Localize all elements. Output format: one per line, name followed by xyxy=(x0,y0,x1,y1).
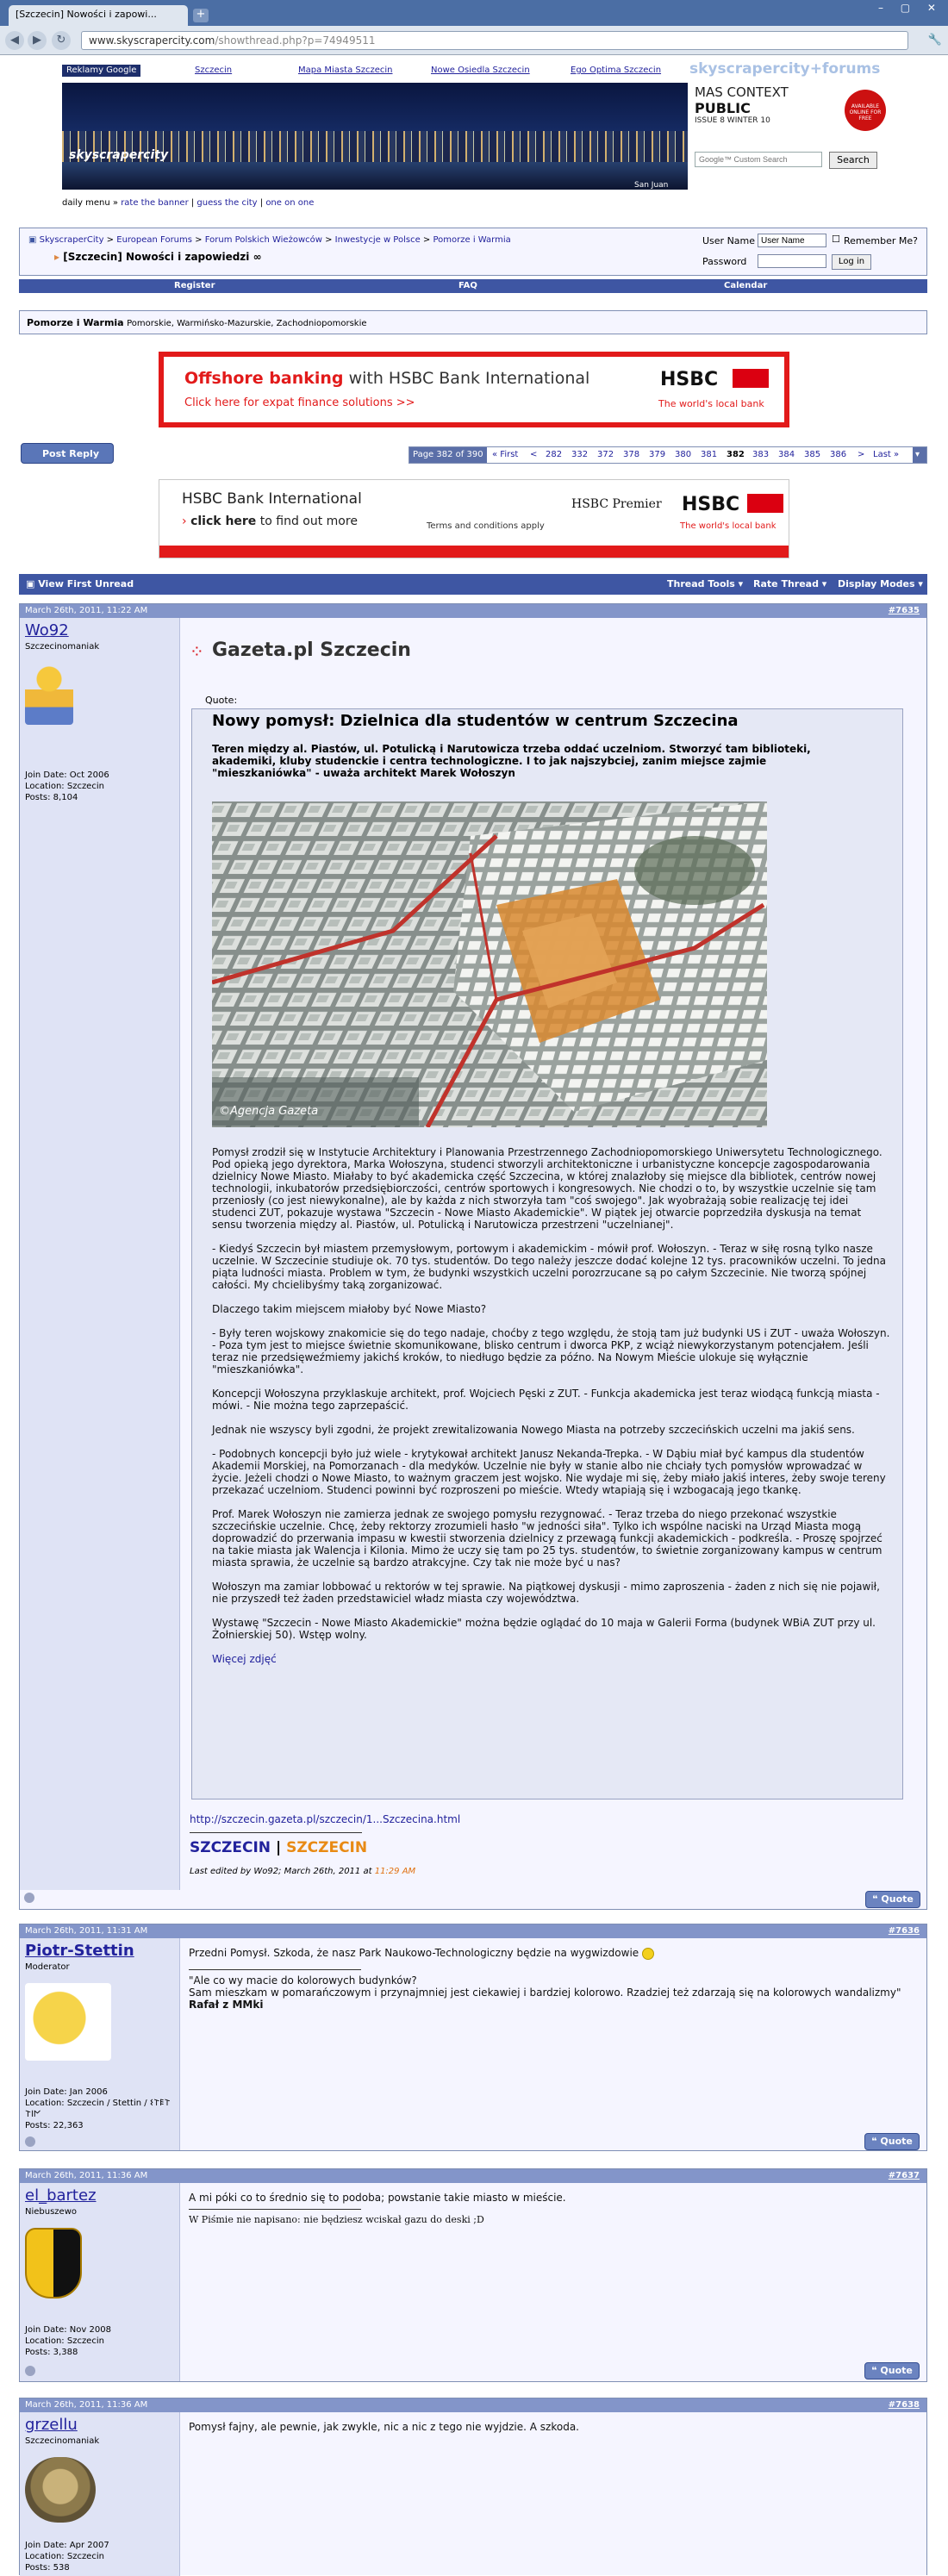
login-button[interactable]: Log in xyxy=(832,254,871,270)
avatar[interactable] xyxy=(25,666,73,725)
thread-tools-bar xyxy=(19,574,927,595)
join-date: Join Date: Apr 2007 xyxy=(25,2541,109,2550)
join-date: Join Date: Jan 2006 xyxy=(25,2087,108,2097)
folder-icon: ▸ xyxy=(54,251,60,263)
user-sidebar xyxy=(20,2412,180,2576)
signature-link-b[interactable]: SZCZECIN xyxy=(286,1839,368,1856)
banner-location: San Juan xyxy=(634,181,669,190)
article-paragraph: Wołoszyn ma zamiar lobbować u rektorów w tej sprawie. Na piątkowej dyskusji - mimo zaproszenia - żaden z nich się nie pojawił, nie przyszedł też żaden przedstawiciel władz miasta czy województwa. xyxy=(212,1581,880,1605)
photo-credit: ©Agencja Gazeta xyxy=(219,1105,319,1118)
ad2-cta-bold: click here xyxy=(190,515,257,528)
post-header xyxy=(20,2398,926,2412)
search-button[interactable]: Search xyxy=(829,152,877,169)
breadcrumb-item[interactable]: Inwestycje w Polsce xyxy=(334,235,421,245)
article-paragraph: Pomysł zrodził się w Instytucie Architektury i Planowania Przestrzennego Zachodniopomorskiego Uniwersytetu Technologicznego. Pod opieką jego dyrektora, Marka Wołoszyna, studenci stworzyli architektoniczne i urbanistyczne koncepcje zagospodarowania dzielnicy Nowe Miasto. Miałaby to być akademicka część Szczecina, w której znalazłoby się miejsce dla bibliotek, centrów nowej technologii, inkubatorów przedsiębiorczości, centrów sportowych i kongresowych. Nie chodzi o to, by wszystkie uczelnie się tam przeniosły (co jest niewykonalne), ale by każda z nich stworzyła tam "coś swojego". Jak wyobrażają sobie realizację tej idei studenci ZUT, pokazuje wystawa "Szczecin - Nowe Miasto Akademickie". W piątek jej otwarcie poprzedziła dyskusja na temat sensu tworzenia między al. Piastów, ul. Potulicką i Narutowicza przestrzeni "uczelnianej". xyxy=(212,1146,883,1231)
article-lead: Teren między al. Piastów, ul. Potulicką i Narutowicza trzeba oddać uczelniom. Stworzyć tam biblioteki, akademiki, kluby studenckie i centra technologiczne. I to jak najszybciej, zanim miejsce zajmie "mieszkaniówka" - uważa architekt Marek Wołoszyn xyxy=(212,743,811,779)
wrench-icon[interactable]: 🔧 xyxy=(927,34,943,47)
breadcrumb-item[interactable]: Forum Polskich Wieżowców xyxy=(204,235,322,245)
username[interactable]: Piotr-Stettin xyxy=(25,1942,134,1960)
browser-chrome xyxy=(0,0,948,55)
ad-brand: HSBC xyxy=(660,369,719,390)
forum-name[interactable]: Pomorze i Warmia xyxy=(27,317,124,328)
page-jump-icon[interactable]: ▾ xyxy=(913,447,926,463)
post-reply-label: Post Reply xyxy=(42,448,99,459)
nav-link-map[interactable]: Mapa Miasta Szczecin xyxy=(298,65,393,75)
post-date: March 26th, 2011, 11:22 AM xyxy=(25,606,148,615)
thread-title xyxy=(54,251,262,263)
post-number[interactable]: #7636 xyxy=(888,1926,920,1936)
signature: W Piśmie nie napisano: nie będziesz wciskał gazu do deski ;D xyxy=(189,2214,484,2225)
forward-icon[interactable]: ▶ xyxy=(28,31,47,50)
signature xyxy=(189,1974,913,2011)
back-icon[interactable]: ◀ xyxy=(5,31,24,50)
join-date: Join Date: Oct 2006 xyxy=(25,770,109,780)
address-bar[interactable] xyxy=(81,31,908,50)
join-date: Join Date: Nov 2008 xyxy=(25,2325,111,2335)
ad2-brand: HSBC xyxy=(682,494,740,515)
hsbc-international-ad[interactable] xyxy=(159,479,789,558)
thread-tools-label: Thread Tools xyxy=(667,578,735,589)
faq-link[interactable]: FAQ xyxy=(458,281,477,290)
ad2-premier: HSBC Premier xyxy=(571,497,662,511)
user-sidebar xyxy=(20,1938,180,2150)
window-controls[interactable]: – ▢ ✕ xyxy=(877,2,943,14)
rate-banner-link[interactable]: rate the banner xyxy=(121,198,189,208)
daily-menu-label: daily menu » xyxy=(62,198,118,208)
forum-regions: Pomorskie, Warmińsko-Mazurskie, Zachodniopomorskie xyxy=(127,319,367,328)
ad-slogan: The world's local bank xyxy=(658,398,764,409)
page-link[interactable]: 381 xyxy=(701,450,718,459)
post-header xyxy=(20,2169,926,2183)
gazeta-dots-icon: ⁘ xyxy=(190,641,204,662)
hsbc-offshore-ad[interactable] xyxy=(159,352,789,427)
post-7637 xyxy=(19,2168,927,2382)
source-link[interactable]: http://szczecin.gazeta.pl/szczecin/1...Szczecina.html xyxy=(190,1813,461,1825)
page-next[interactable]: > xyxy=(858,450,865,459)
hsbc-hexagon-logo xyxy=(747,494,783,513)
view-first-unread-label: View First Unread xyxy=(38,578,134,589)
register-link[interactable]: Register xyxy=(174,281,215,290)
username-input[interactable] xyxy=(758,234,826,247)
quote-button[interactable]: ❝ Quote xyxy=(865,1891,920,1908)
post-header xyxy=(20,1924,926,1938)
user-location: Location: Szczecin xyxy=(25,2552,104,2561)
post-7638 xyxy=(19,2398,927,2575)
breadcrumb-item[interactable]: SkyscraperCity xyxy=(39,235,104,245)
url-host: www.skyscrapercity.com xyxy=(89,34,215,47)
gazeta-logo xyxy=(190,639,465,664)
page-link[interactable]: 379 xyxy=(649,450,666,459)
username[interactable]: el_bartez xyxy=(25,2186,97,2205)
page-link[interactable]: 383 xyxy=(752,450,770,459)
ad2-cta-rest: to find out more xyxy=(256,515,358,528)
post-count: Posts: 538 xyxy=(25,2563,70,2573)
forum-home-icon[interactable]: ▣ xyxy=(28,235,37,245)
article-paragraph: - Kiedyś Szczecin był miastem przemysłowym, portowym i akademickim - mówił prof. Wołoszyn. - Teraz w siłę rosną tylko nasze uczelnie. W Szczecinie studiuje ok. 70 tys. studentów. Do tego należy jeszcze dodać kolejne 12 tys. pracowników uczelni. To jedna piąta ludności miasta. Problem w tym, że budynki wszystkich uczelni porozrzucane są po całym Szczecinie. Nie tworzą spójnej całości. My chcielibyśmy taką zorganizować. xyxy=(212,1243,886,1291)
pagination xyxy=(409,446,927,464)
edited-note xyxy=(190,1867,415,1876)
view-first-unread-link[interactable]: ▣ View First Unread xyxy=(26,578,134,589)
mag-title-1: MAS CONTEXT xyxy=(695,84,789,100)
quote-label: Quote: xyxy=(205,695,238,706)
chevron-right-icon: › xyxy=(182,515,187,528)
offline-status-icon xyxy=(24,1893,34,1903)
page-link[interactable]: 378 xyxy=(623,450,640,459)
article-headline: Nowy pomysł: Dzielnica dla studentów w centrum Szczecina xyxy=(212,712,739,730)
offline-status-icon xyxy=(25,2366,35,2376)
post-header xyxy=(20,604,926,618)
post-date: March 26th, 2011, 11:36 AM xyxy=(25,2171,148,2180)
page-last[interactable]: Last » xyxy=(873,450,900,459)
page-first[interactable]: « First xyxy=(492,450,519,459)
guess-city-link[interactable]: guess the city xyxy=(196,198,258,208)
user-sidebar xyxy=(20,2183,180,2381)
avatar[interactable] xyxy=(25,2228,82,2298)
hsbc-hexagon-logo xyxy=(733,369,769,388)
more-photos-link[interactable]: Więcej zdjęć xyxy=(212,1653,277,1665)
post-count: Posts: 3,388 xyxy=(25,2348,78,2357)
rate-thread-label: Rate Thread xyxy=(753,578,819,589)
nav-link-new-estates[interactable]: Nowe Osiedla Szczecin xyxy=(431,65,530,75)
post-text: Pomysł fajny, ale pewnie, jak zwykle, nic a nic z tego nie wyjdzie. A szkoda. xyxy=(189,2421,579,2433)
available-online-badge: AVAILABLE ONLINE FOR FREE xyxy=(845,90,886,131)
article-paragraph: Prof. Marek Wołoszyn nie zamierza jednak ze swojego pomysłu rezygnować. - Teraz trzeba do niego przekonać wszystkie szczecińskie uczelnie. Chcę, żeby rektorzy zrozumieli hasło "w jedności siła". Tylko ich wspólne naciski na Urząd Miasta mogą doprowadzić do przerwania impasu w kwestii stworzenia dzielnicy z przewagą funkcji akademickich - podkreśla. - Proszę spojrzeć na takie miasta jak Walencja i Kilonia. Mimo że uczy się tam po 25 tys. studentów, to świetnie zorganizowany kampus w centrum miasta sprawia, że uczelnie są bardzo atrakcyjne. Czy tak nie może być u nas? xyxy=(212,1508,883,1569)
mas-context-ad[interactable] xyxy=(695,84,824,125)
ad-subline: Click here for expat finance solutions >> xyxy=(184,396,415,409)
user-location: Location: Szczecin xyxy=(25,2336,104,2346)
ad-headline-rest: with HSBC Bank International xyxy=(343,369,590,388)
signature-link-a[interactable]: SZCZECIN xyxy=(190,1839,271,1856)
breadcrumb-item[interactable]: European Forums xyxy=(116,235,192,245)
thread-tools-menu[interactable]: Thread Tools ▾ xyxy=(667,578,744,589)
username[interactable]: grzellu xyxy=(25,2416,78,2434)
browser-tab[interactable] xyxy=(9,5,188,26)
post-date: March 26th, 2011, 11:36 AM xyxy=(25,2400,148,2410)
ad2-title: HSBC Bank International xyxy=(182,490,362,508)
ad2-red-strip xyxy=(159,546,789,558)
signature-author: Rafał z MMki xyxy=(189,1999,264,2011)
username[interactable]: Wo92 xyxy=(25,621,69,639)
harbor-water xyxy=(62,162,688,190)
breadcrumb-box xyxy=(19,228,927,276)
ad2-terms: Terms and conditions apply xyxy=(427,521,545,531)
quote-button[interactable]: ❝ Quote xyxy=(864,2133,920,2150)
signature-line: Sam mieszkam w pomarańczowym i przynajmniej jest ciekawiej i bardziej kolorowo. Rzadziej też zdarzają się na kolorowych wandalizmy" xyxy=(189,1987,901,1999)
forum-navbar xyxy=(19,279,927,293)
post-date: March 26th, 2011, 11:31 AM xyxy=(25,1926,148,1936)
breadcrumb: ▣ SkyscraperCity > European Forums > Forum Polskich Wieżowców > Inwestycje w Polsce > Pomorze i Warmia xyxy=(28,235,511,245)
post-7636 xyxy=(19,1924,927,2151)
banner-logo: skyscrapercity xyxy=(69,148,169,162)
site-banner-photo[interactable] xyxy=(62,83,688,190)
remember-checkbox[interactable]: ☐ xyxy=(832,234,840,245)
signature-divider xyxy=(190,1832,362,1833)
edited-prefix: Last edited by Wo92; March 26th, 2011 at xyxy=(190,1867,372,1876)
user-location: Location: Szczecin xyxy=(25,782,104,791)
user-location: Location: Szczecin / Stettin / 𐌔𐌕𐌄𐌕 𐌕𐌉𐌍 xyxy=(25,2099,171,2119)
campus-model-photo[interactable] xyxy=(212,801,767,1127)
article-paragraph: - Były teren wojskowy znakomicie się do tego nadaje, choćby z tego względu, że stoją tam już budynki US i ZUT - uważa Wołoszyn. - Poza tym jest to miejsce świetnie skomunikowane, blisko centrum i dworca PKP, z wciąż niewykorzystanym potencjałem. Jeśli teraz nie przedsięweźmiemy jakichś kroków, to niedługo będzie za późno. Na Nowym Mieście ulokuje się wyłącznie "mieszkaniówka". xyxy=(212,1327,890,1375)
post-reply-button[interactable] xyxy=(21,443,114,464)
signature-divider xyxy=(189,1969,361,1970)
post-count: Posts: 22,363 xyxy=(25,2121,84,2130)
quote-button-label: Quote xyxy=(880,2365,913,2376)
avatar[interactable] xyxy=(25,1983,111,2061)
post-number[interactable]: #7635 xyxy=(888,606,920,615)
avatar[interactable] xyxy=(25,2457,96,2523)
post-number[interactable]: #7638 xyxy=(888,2400,920,2410)
post-text: A mi póki co to średnio się to podoba; powstanie takie miasto w mieście. xyxy=(189,2192,566,2204)
navigation-bar xyxy=(0,28,948,53)
page-link[interactable]: 380 xyxy=(675,450,692,459)
page-current: 382 xyxy=(727,450,745,459)
signature-divider xyxy=(189,2209,361,2210)
new-tab-button[interactable]: + xyxy=(193,9,209,22)
article-paragraph: Koncepcji Wołoszyna przyklaskuje architekt, prof. Wojciech Pęski z ZUT. - Funkcja akademicka jest teraz wiodącą funkcją miasta - mówi. - Nie można tego zaprzepaścić. xyxy=(212,1388,880,1412)
password-input[interactable] xyxy=(758,254,826,268)
tab-title: [Szczecin] Nowości i zapowi... xyxy=(16,9,157,20)
edited-time: 11:29 AM xyxy=(374,1867,416,1876)
username-label: User Name xyxy=(702,235,756,246)
page-link[interactable]: 372 xyxy=(597,450,614,459)
google-search-input[interactable] xyxy=(695,152,822,167)
daily-menu: daily menu » rate the banner | guess the city | one on one xyxy=(62,198,315,208)
signature xyxy=(190,1839,367,1856)
page-prev[interactable]: < xyxy=(530,450,538,459)
calendar-link[interactable]: Calendar xyxy=(724,281,768,290)
post-number[interactable]: #7637 xyxy=(888,2171,920,2180)
page-link[interactable]: 385 xyxy=(804,450,821,459)
quote-button-label: Quote xyxy=(880,2136,913,2147)
rate-thread-menu[interactable]: Rate Thread ▾ xyxy=(753,578,827,589)
post-count: Posts: 8,104 xyxy=(25,793,78,802)
mag-issue: ISSUE 8 WINTER 10 xyxy=(695,116,770,125)
display-modes-label: Display Modes xyxy=(838,578,915,589)
ad-headline-bold: Offshore banking xyxy=(184,369,344,388)
page-count: Page 382 of 390 xyxy=(409,447,487,463)
user-sidebar xyxy=(20,618,180,1890)
google-ads-label[interactable]: Reklamy Google xyxy=(62,65,140,77)
post-text: Przedni Pomysł. Szkoda, że nasz Park Naukowo-Technologiczny będzie na wygwizdowie xyxy=(189,1947,639,1959)
article-paragraph: Wystawę "Szczecin - Nowe Miasto Akademickie" można będzie oglądać do 10 maja w Galerii Forma (budynek WBiA ZUT przy ul. Żołnierskiej 50). Wstęp wolny. xyxy=(212,1617,876,1641)
remember-label: Remember Me? xyxy=(844,235,918,246)
ad2-slogan: The world's local bank xyxy=(680,521,776,531)
article-paragraph: Jednak nie wszyscy byli zgodni, że projekt zrewitalizowania Nowego Miasta na potrzeby szczecińskich uczelni ma jakiś sens. xyxy=(212,1424,855,1436)
article-paragraph: - Podobnych koncepcji było już wiele - krytykował architekt Janusz Nekanda-Trepka. - W Dąbiu miał być kampus dla studentów Akademii Morskiej, na Pomorzanach - dla medyków. Uczelnie nie były w stanie albo nie chciały tych pomysłów wprowadzać w życie. Jeżeli chodzi o Nowe Miasto, to ważnym graczem jest wojsko. Nie wydaje mi się, żeby miało jakiś interes, żeby swoje tereny przekazać uczelniom. Studenci powinni być rozproszeni po mieście. Wtedy wtapiają się i wzbogacają jego tkankę. xyxy=(212,1448,886,1496)
user-title: Moderator xyxy=(25,1962,70,1972)
signature-line: "Ale co wy macie do kolorowych budynków? xyxy=(189,1974,417,1987)
one-on-one-link[interactable]: one on one xyxy=(265,198,315,208)
thread-title-text: [Szczecin] Nowości i zapowiedzi ∞ xyxy=(63,251,262,263)
url-path: /showthread.php?p=74949511 xyxy=(215,34,376,47)
password-label: Password xyxy=(702,256,747,267)
display-modes-menu[interactable]: Display Modes ▾ xyxy=(838,578,923,589)
tab-strip xyxy=(0,0,948,26)
nav-link-szczecin[interactable]: Szczecin xyxy=(195,65,233,75)
page-link[interactable]: 386 xyxy=(830,450,847,459)
model-image xyxy=(212,801,767,1127)
forum-info-box xyxy=(19,310,927,334)
breadcrumb-item[interactable]: Pomorze i Warmia xyxy=(433,235,511,245)
signature-separator: | xyxy=(275,1839,282,1856)
page-link[interactable]: 332 xyxy=(571,450,589,459)
skyscrapercity-logo[interactable]: skyscrapercity+forums xyxy=(689,60,881,78)
nav-link-ego-optima[interactable]: Ego Optima Szczecin xyxy=(571,65,662,75)
article-paragraph: Dlaczego takim miejscem miałoby być Nowe Miasto? xyxy=(212,1303,487,1315)
quote-button[interactable]: ❝ Quote xyxy=(864,2362,920,2380)
user-title: Niebuszewo xyxy=(25,2207,78,2217)
page-link[interactable]: 282 xyxy=(546,450,563,459)
reload-icon[interactable]: ↻ xyxy=(52,31,71,50)
offline-status-icon xyxy=(25,2136,35,2147)
page-link[interactable]: 384 xyxy=(778,450,795,459)
user-title: Szczecinomaniak xyxy=(25,642,100,652)
user-title: Szczecinomaniak xyxy=(25,2436,100,2446)
mag-title-2: PUBLIC xyxy=(695,100,751,116)
article-body xyxy=(212,1146,893,1677)
post-body xyxy=(189,1947,913,1960)
smile-icon xyxy=(642,1948,654,1960)
quote-button-label: Quote xyxy=(881,1893,914,1905)
gazeta-title: Gazeta.pl Szczecin xyxy=(212,639,411,661)
login-form xyxy=(701,228,926,275)
